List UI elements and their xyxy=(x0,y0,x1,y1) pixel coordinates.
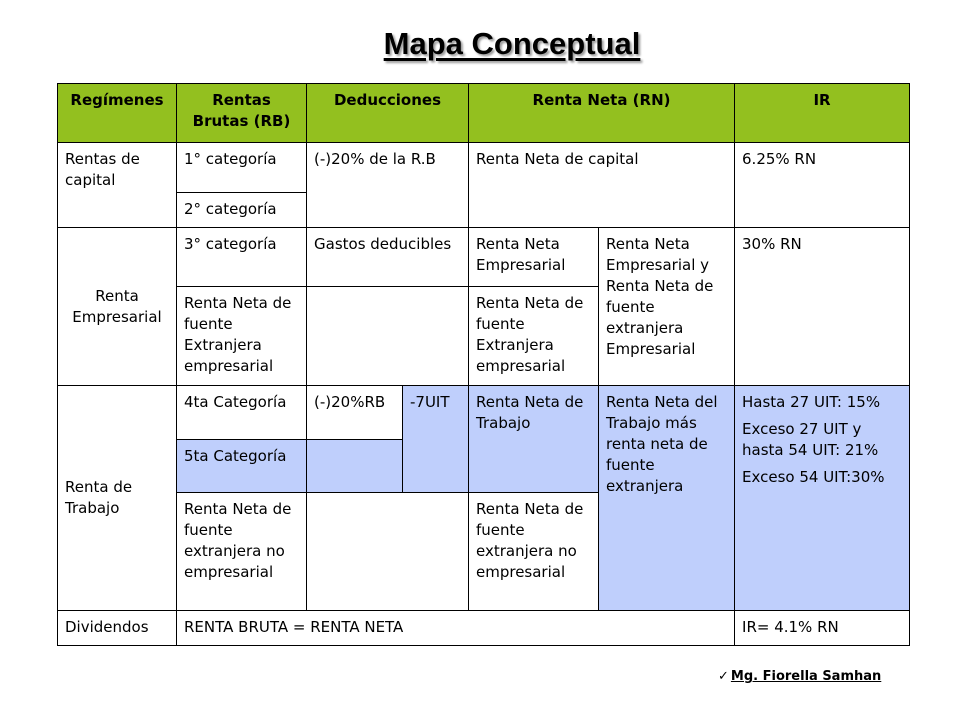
cell-empty-deduccion-empresarial xyxy=(307,287,469,386)
ir-tramo-3: Exceso 54 UIT:30% xyxy=(742,468,885,487)
cell-regimen-dividendos: Dividendos xyxy=(58,611,177,646)
header-rentas-brutas: Rentas Brutas (RB) xyxy=(177,84,307,143)
cell-categoria-2: 2° categoría xyxy=(177,193,307,228)
cell-categoria-4: 4ta Categoría xyxy=(177,386,307,439)
cell-empty-deduccion-fuente xyxy=(307,492,469,611)
cell-renta-neta-capital: Renta Neta de capital xyxy=(469,143,735,228)
cell-categoria-1: 1° categoría xyxy=(177,143,307,193)
cell-deduccion-7uit: -7UIT xyxy=(403,386,469,492)
ir-tramo-1: Hasta 27 UIT: 15% xyxy=(742,393,881,412)
cell-categoria-3: 3° categoría xyxy=(177,228,307,287)
cell-regimen-trabajo: Renta de Trabajo xyxy=(58,386,177,611)
cell-ir-dividendos: IR= 4.1% RN xyxy=(735,611,910,646)
cell-deduccion-capital: (-)20% de la R.B xyxy=(307,143,469,228)
cell-deduccion-20rb: (-)20%RB xyxy=(307,386,403,439)
cell-rn-fuente-extranjera-empresarial: Renta Neta de fuente Extranjera empresarial xyxy=(469,287,599,386)
header-regimenes: Regímenes xyxy=(58,84,177,143)
header-row xyxy=(58,84,910,143)
table-row-trabajo-1 xyxy=(58,386,910,439)
table-row-capital-1 xyxy=(58,143,910,193)
ir-tramo-2: Exceso 27 UIT y hasta 54 UIT: 21% xyxy=(742,420,879,460)
table-row-empresarial-1 xyxy=(58,228,910,287)
cell-ir-capital: 6.25% RN xyxy=(735,143,910,228)
concept-map-table xyxy=(57,83,910,646)
cell-formula-dividendos: RENTA BRUTA = RENTA NETA xyxy=(177,611,735,646)
cell-rn-fuente-extranjera-no-empresarial: Renta Neta de fuente extranjera no empresarial xyxy=(469,492,599,611)
author-name: Mg. Fiorella Samhan xyxy=(730,669,882,684)
cell-renta-neta-trabajo-total: Renta Neta del Trabajo más renta neta de fuente extranjera xyxy=(599,386,735,611)
header-ir: IR xyxy=(735,84,910,143)
cell-fuente-extranjera-empresarial: Renta Neta de fuente Extranjera empresarial xyxy=(177,287,307,386)
cell-categoria-5: 5ta Categoría xyxy=(177,439,307,492)
cell-ir-trabajo xyxy=(735,386,910,611)
header-deducciones: Deducciones xyxy=(307,84,469,143)
header-renta-neta: Renta Neta (RN) xyxy=(469,84,735,143)
table-row-dividendos xyxy=(58,611,910,646)
cell-regimen-capital: Rentas de capital xyxy=(58,143,177,228)
cell-deduccion-empresarial: Gastos deducibles xyxy=(307,228,469,287)
cell-renta-neta-empresarial: Renta Neta Empresarial xyxy=(469,228,599,287)
cell-fuente-extranjera-no-empresarial: Renta Neta de fuente extranjera no empresarial xyxy=(177,492,307,611)
cell-renta-neta-empresarial-total: Renta Neta Empresarial y Renta Neta de fuente extranjera Empresarial xyxy=(599,228,735,386)
cell-regimen-empresarial: Renta Empresarial xyxy=(58,228,177,386)
cell-renta-neta-trabajo: Renta Neta de Trabajo xyxy=(469,386,599,492)
check-icon: ✓ xyxy=(718,669,729,684)
author-footer xyxy=(718,669,881,684)
cell-ir-empresarial: 30% RN xyxy=(735,228,910,386)
page-title: Mapa Conceptual xyxy=(383,26,641,61)
cell-empty-deduccion-5ta xyxy=(307,439,403,492)
